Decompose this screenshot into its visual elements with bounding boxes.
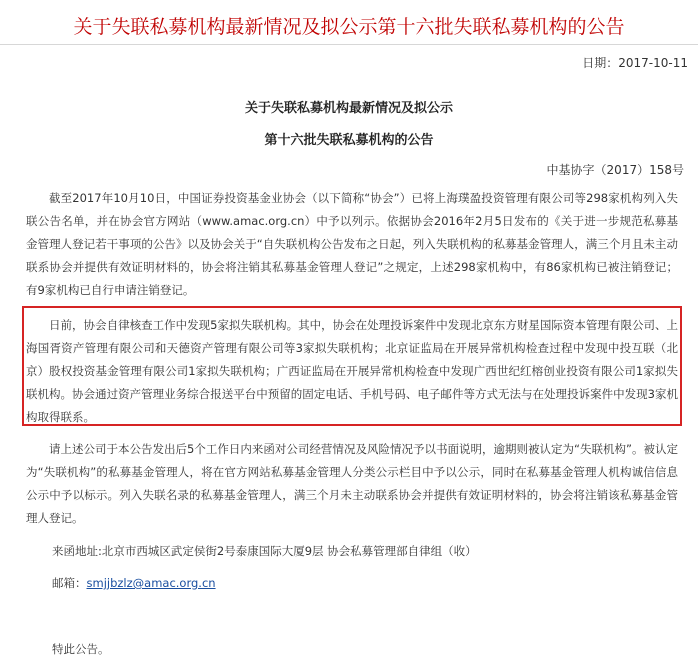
document-number: 中基协字（2017）158号 [546,163,684,177]
title-divider [0,44,698,45]
closing-line: 特此公告。 [52,642,110,656]
paragraph-1: 截至2017年10月10日，中国证券投资基金业协会（以下简称“协会”）已将上海璞盈投资管理有限公司等298家机构列入失联公告名单，并在协会官方网站（www.amac.org.cn）中予以列示。依据协会2016年2月5日发布的《关于进一步规范私募基金管理人登记若干事项的公告》以及协会关于“自失联机构公告发布之日起，列入失联机构的私募基金管理人，满三个月且未主动联系协会并提供有效证明材料的，协会将注销其私募基金管理人登记”之规定，上述298家机构中，有86家机构已被注销登记；有9家机构已自行申请注销登记。 [26,191,678,297]
date-label: 日期： [582,56,619,70]
address-line: 来函地址:北京市西城区武定侯街2号泰康国际大厦9层 协会私募管理部自律组（收） [52,544,477,558]
subtitle-line-1: 关于失联私募机构最新情况及拟公示 [244,101,453,116]
date-value: 2017-10-11 [618,56,688,70]
date-row [582,54,688,71]
announcement-title: 关于失联私募机构最新情况及拟公示第十六批失联私募机构的公告 [73,16,625,38]
email-link[interactable]: smjjbzlz@amac.org.cn [86,576,216,590]
email-label: 邮箱： [52,576,87,590]
subtitle-line-2: 第十六批失联私募机构的公告 [264,133,434,148]
paragraph-3: 请上述公司于本公告发出后5个工作日内来函对公司经营情况及风险情况予以书面说明，逾期则被认定为“失联机构”。被认定为“失联机构”的私募基金管理人，将在官方网站私募基金管理人分类公示栏目中予以公示，同时在私募基金管理人机构诚信信息公示中予以标示。列入失联名录的私募基金管理人，满三个月未主动联系协会并提供有效证明材料的，协会将注销该私募基金管理人登记。 [26,442,678,525]
email-line [52,575,216,591]
paragraph-2: 日前，协会自律核查工作中发现5家拟失联机构。其中，协会在处理投诉案件中发现北京东方财星国际资本管理有限公司、上海国胥资产管理有限公司和天德资产管理有限公司等3家拟失联机构；北京证监局在开展异常机构检查过程中发现中投互联（北京）股权投资基金管理有限公司1家拟失联机构；广西证监局在开展异常机构检查中发现广西世纪红榕创业投资有限公司1家拟失联机构。协会通过资产管理业务综合报送平台中预留的固定电话、手机号码、电子邮件等方式无法与在处理投诉案件中发现3家机构取得联系。 [26,318,678,424]
